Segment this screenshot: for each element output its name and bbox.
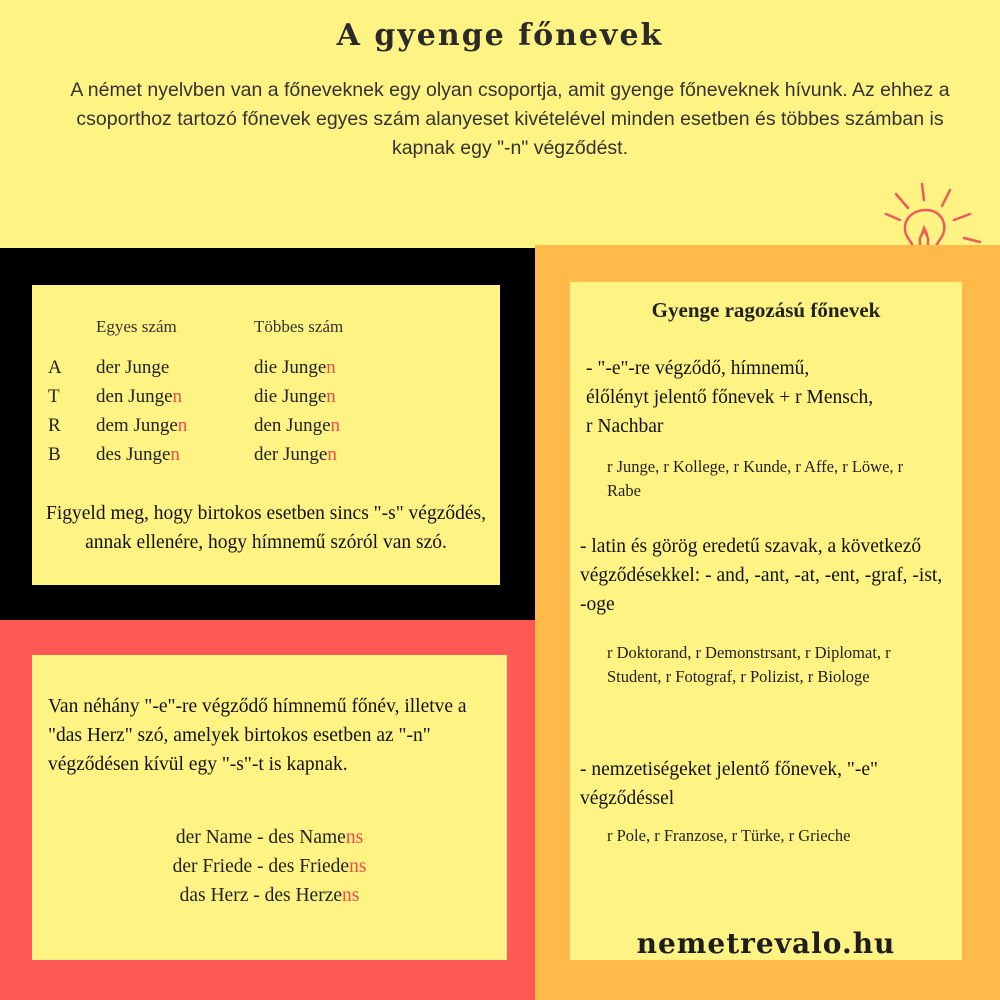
- herz-card: [32, 655, 507, 960]
- herz-example: der Friede - des Friedens: [172, 856, 367, 877]
- plural-form: den Jungen: [254, 415, 341, 436]
- weak-nouns-card: [570, 282, 962, 960]
- header-plural: Többes szám: [254, 317, 344, 336]
- rule-latin-greek: - latin és görög eredetű szavak, a következő végződésekkel: - and, -ant, -at, -ent, -graf, -ist, -oge: [580, 536, 943, 615]
- herz-example: das Herz - des Herzens: [179, 885, 360, 906]
- weak-nouns-heading: Gyenge ragozású főnevek: [651, 298, 881, 322]
- singular-form: dem Jungen: [96, 415, 188, 436]
- plural-form: die Jungen: [254, 386, 336, 407]
- header-singular: Egyes szám: [96, 317, 177, 336]
- herz-example: der Name - des Namens: [175, 827, 364, 848]
- examples-nationalities: r Pole, r Franzose, r Türke, r Grieche: [607, 826, 851, 845]
- examples-latin-greek: r Doktorand, r Demonstrsant, r Diplomat, r Student, r Fotograf, r Polizist, r Biologe: [607, 643, 891, 686]
- rule-masculine-e: - "-e"-re végződő, hímnemű, élőlényt jelentő főnevek + r Mensch, r Nachbar: [586, 358, 874, 437]
- singular-form: den Jungen: [96, 386, 183, 407]
- page-title: A gyenge főnevek: [336, 18, 664, 53]
- plural-form: die Jungen: [254, 357, 336, 378]
- site-url: nemetrevalo.hu: [636, 927, 896, 960]
- case-label: A: [48, 357, 62, 378]
- examples-masculine-e: r Junge, r Kollege, r Kunde, r Affe, r Löwe, r Rabe: [607, 457, 904, 500]
- case-label: T: [48, 386, 60, 407]
- plural-form: der Jungen: [254, 444, 337, 465]
- case-label: R: [48, 415, 61, 436]
- singular-form: des Jungen: [96, 444, 180, 465]
- declension-card: [32, 285, 500, 585]
- singular-form: der Junge: [96, 357, 170, 378]
- rule-nationalities: - nemzetiségeket jelentő főnevek, "-e" végződéssel: [580, 759, 878, 809]
- table-note: Figyeld meg, hogy birtokos esetben sincs "-s" végződés, annak ellenére, hogy hímnemű szóról van szó.: [46, 503, 486, 553]
- intro-paragraph: A német nyelvben van a főneveknek egy olyan csoportja, amit gyenge főneveknek hívunk. Az ehhez a csoporthoz tartozó főnevek egyes szám alanyeset kivételével minden esetben és többes számban is kapnak egy "-n" végződést.: [70, 79, 950, 159]
- herz-explanation: Van néhány "-e"-re végződő hímnemű főnév, illetve a "das Herz" szó, amelyek birtokos esetben az "-n" végződésen kívül egy "-s"-t is kapnak.: [48, 696, 467, 775]
- case-label: B: [48, 444, 61, 465]
